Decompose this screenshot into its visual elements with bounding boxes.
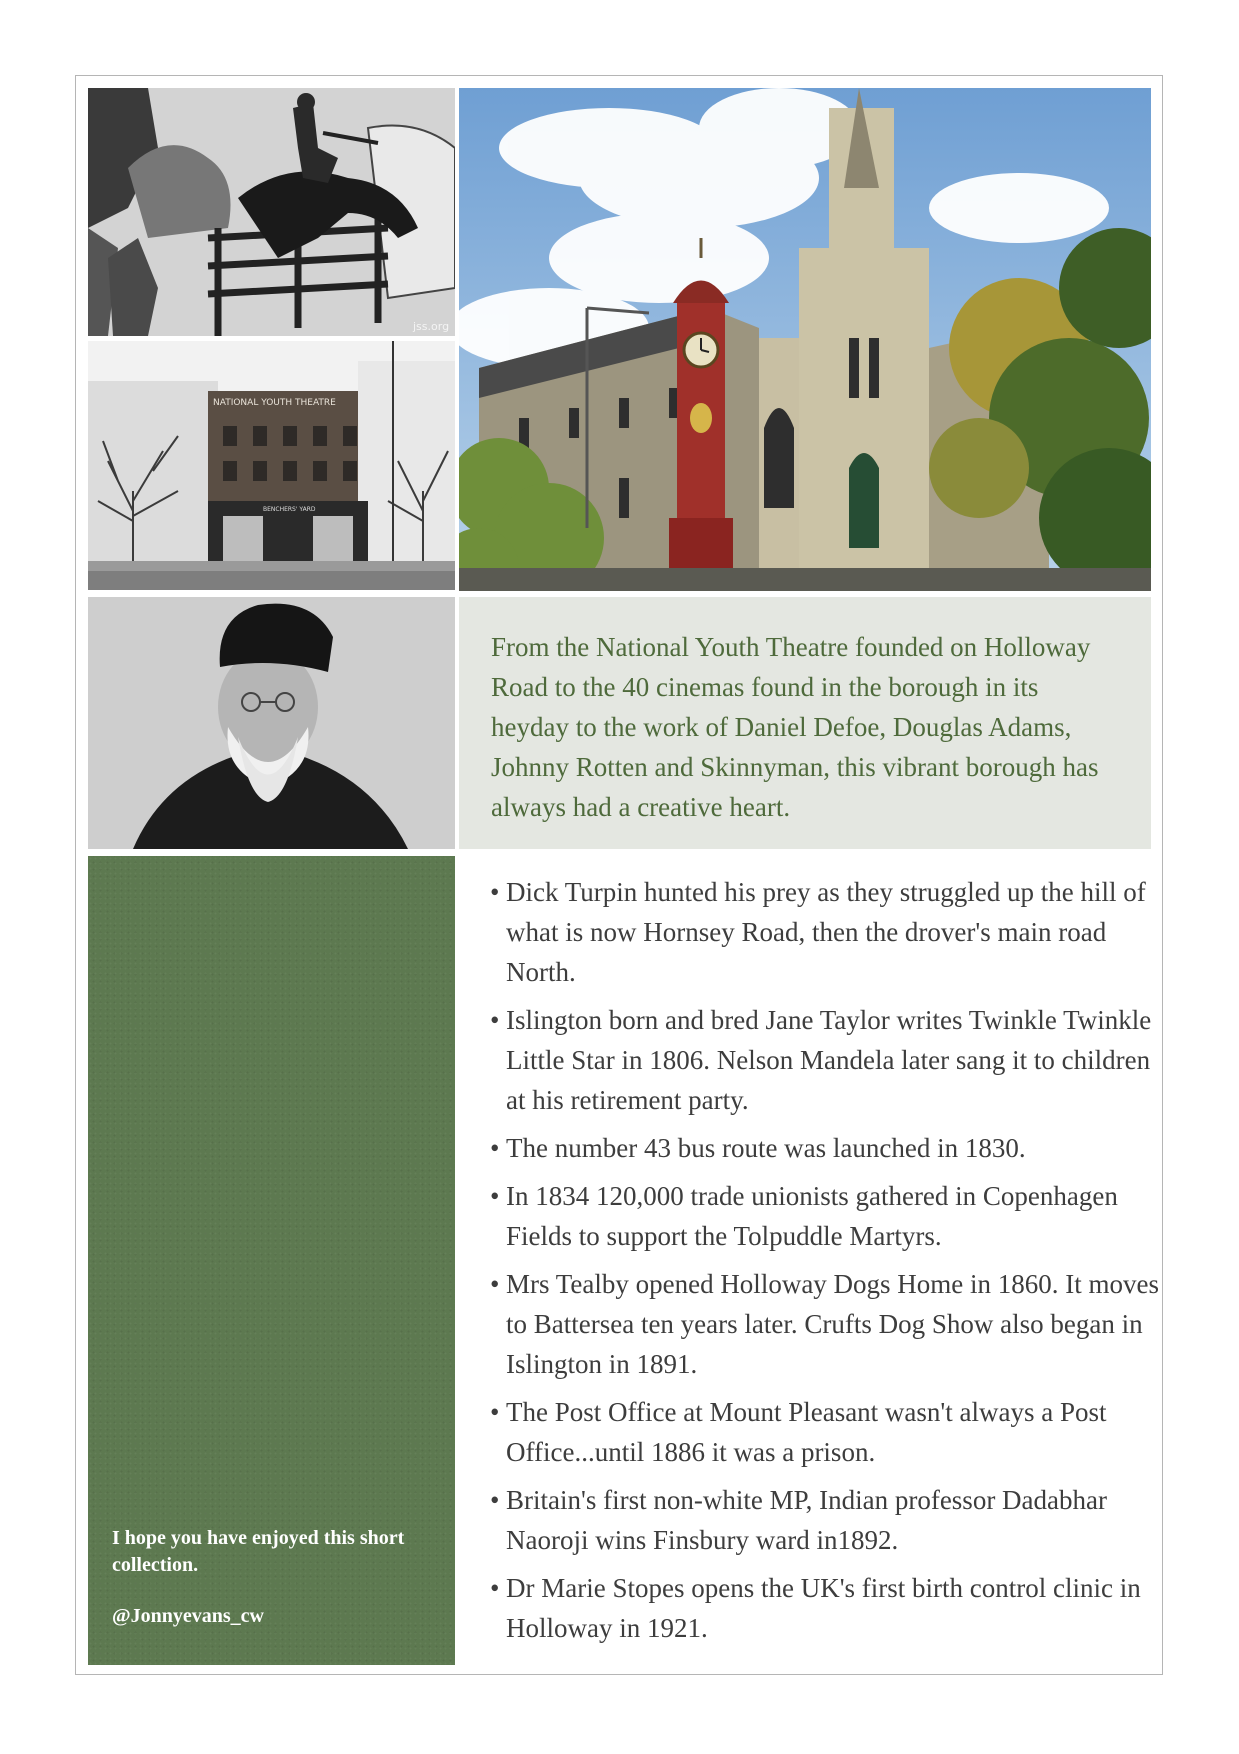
bullet-icon: • (490, 1485, 500, 1515)
fact-text: Britain's first non-white MP, Indian professor Dadabhar Naoroji wins Finsbury ward in1892. (506, 1485, 1108, 1555)
fact-item (490, 1392, 1165, 1472)
image-watermark: jss.org (413, 320, 450, 333)
fact-item (490, 1176, 1165, 1256)
bullet-icon: • (490, 1133, 500, 1163)
bullet-icon: • (490, 1181, 500, 1211)
naoroji-portrait-photo (88, 597, 455, 849)
fact-text: The Post Office at Mount Pleasant wasn't always a Post Office...until 1886 it was a prison. (506, 1397, 1107, 1467)
building-sign: NATIONAL YOUTH THEATRE (213, 398, 336, 408)
fact-text: Islington born and bred Jane Taylor writes Twinkle Twinkle Little Star in 1806. Nelson Mandela later sang it to children at his retirement party. (506, 1005, 1152, 1115)
author-handle: @Jonnyevans_cw (112, 1605, 264, 1627)
fact-text: The number 43 bus route was launched in 1830. (506, 1133, 1026, 1163)
bullet-icon: • (490, 877, 500, 907)
bullet-icon: • (490, 1573, 500, 1603)
bullet-icon: • (490, 1397, 500, 1427)
fact-item (490, 872, 1165, 992)
bullet-icon: • (490, 1005, 500, 1035)
closing-message: I hope you have enjoyed this short collection. (112, 1527, 405, 1576)
intro-text: From the National Youth Theatre founded on Holloway Road to the 40 cinemas found in the borough in its heyday to the work of Daniel Defoe, Douglas Adams, Johnny Rotten and Skinnyman, this vibrant borough has always had a creative heart. (491, 632, 1099, 822)
facts-list (490, 872, 1165, 1656)
intro-panel (459, 597, 1151, 849)
dick-turpin-illustration (88, 88, 455, 336)
fact-item (490, 1480, 1165, 1560)
fact-item (490, 1128, 1165, 1168)
national-youth-theatre-photo (88, 341, 455, 590)
bullet-icon: • (490, 1269, 500, 1299)
fact-item (490, 1000, 1165, 1120)
fact-text: Mrs Tealby opened Holloway Dogs Home in 1860. It moves to Battersea ten years later. Crufts Dog Show also began in Islington in 1891. (506, 1269, 1160, 1379)
church-clock-tower-photo (459, 88, 1151, 591)
fact-item (490, 1264, 1165, 1384)
fact-text: Dick Turpin hunted his prey as they struggled up the hill of what is now Hornsey Road, then the drover's main road North. (506, 877, 1146, 987)
closing-panel (88, 856, 455, 1665)
fact-text: Dr Marie Stopes opens the UK's first birth control clinic in Holloway in 1921. (506, 1573, 1141, 1643)
fact-item (490, 1568, 1165, 1648)
fact-text: In 1834 120,000 trade unionists gathered in Copenhagen Fields to support the Tolpuddle Martyrs. (506, 1181, 1118, 1251)
shopfront-sign: BENCHERS' YARD (263, 506, 316, 513)
